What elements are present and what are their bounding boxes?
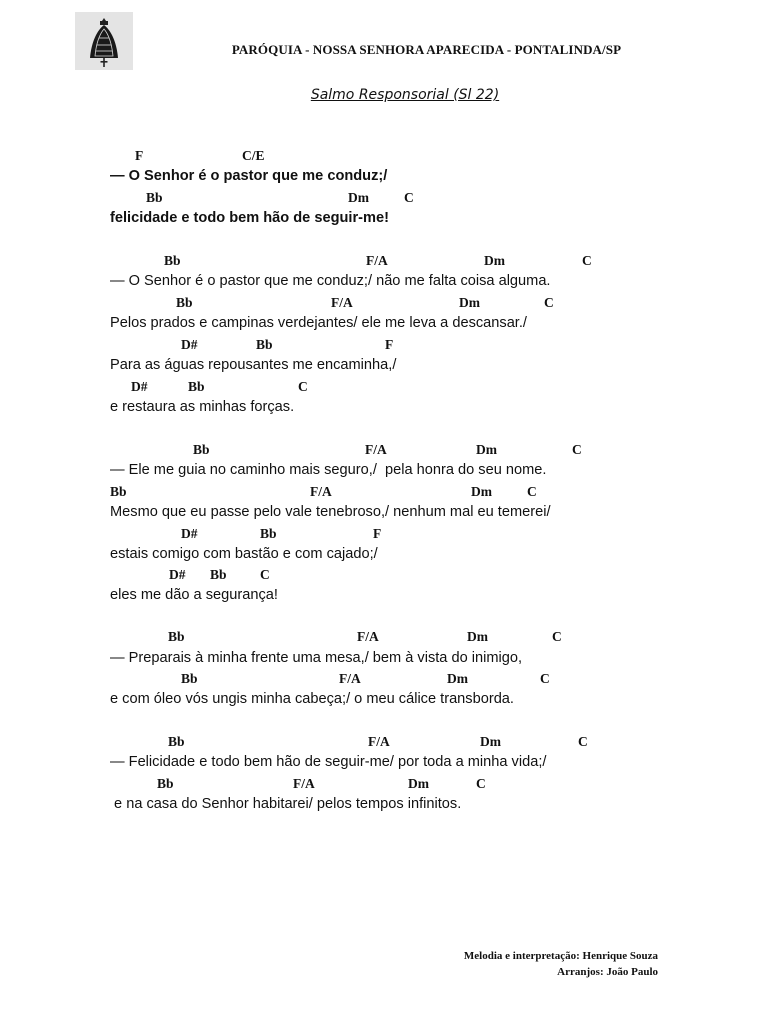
chord: C	[476, 776, 486, 791]
chord: F/A	[339, 671, 361, 686]
chord: Dm	[471, 484, 492, 499]
chord: C	[404, 190, 414, 205]
chord: F/A	[357, 629, 379, 644]
chord: C	[540, 671, 550, 686]
chord: F/A	[293, 776, 315, 791]
verse-line: Mesmo que eu passe pelo vale tenebroso,/ nenhum mal eu temerei/	[110, 504, 551, 520]
chord: Bb	[210, 567, 227, 582]
refrain-line: felicidade e todo bem hão de seguir-me!	[110, 210, 389, 226]
chord: Bb	[176, 295, 193, 310]
chord: F/A	[366, 253, 388, 268]
chord: Bb	[110, 484, 127, 499]
chord: Bb	[146, 190, 163, 205]
verse-line: e com óleo vós ungis minha cabeça;/ o meu cálice transborda.	[110, 691, 514, 707]
chord: F	[373, 526, 382, 541]
chord: F	[385, 337, 394, 352]
chord: Dm	[459, 295, 480, 310]
chord: Bb	[193, 442, 210, 457]
chord: Bb	[256, 337, 273, 352]
chord: Dm	[480, 734, 501, 749]
chord: D#	[181, 337, 198, 352]
chord: C	[298, 379, 308, 394]
chord: Dm	[408, 776, 429, 791]
chord: Dm	[348, 190, 369, 205]
chord: D#	[181, 526, 198, 541]
chord: Dm	[476, 442, 497, 457]
chord: Bb	[181, 671, 198, 686]
chord: F	[135, 148, 144, 163]
psalm-title: Salmo Responsorial (Sl 22)	[310, 87, 500, 103]
verse-line: estais comigo com bastão e com cajado;/	[110, 546, 378, 562]
chord: Bb	[260, 526, 277, 541]
chord: F/A	[368, 734, 390, 749]
verse-line: eles me dão a segurança!	[110, 587, 278, 603]
chord: C/E	[242, 148, 265, 163]
verse-line: — O Senhor é o pastor que me conduz;/ não me falta coisa alguma.	[110, 273, 551, 289]
verse-line: — Felicidade e todo bem hão de seguir-me/ por toda a minha vida;/	[110, 754, 547, 770]
chord: Bb	[157, 776, 174, 791]
chord: Bb	[168, 734, 185, 749]
chord: F/A	[331, 295, 353, 310]
verse-line: Para as águas repousantes me encaminha,/	[110, 357, 397, 373]
refrain-line: — O Senhor é o pastor que me conduz;/	[110, 168, 388, 184]
verse-line: Pelos prados e campinas verdejantes/ ele me leva a descansar./	[110, 315, 527, 331]
chord: C	[572, 442, 582, 457]
chord: Dm	[447, 671, 468, 686]
chord: C	[582, 253, 592, 268]
chord: D#	[131, 379, 148, 394]
melody-credit: Melodia e interpretação: Henrique Souza	[463, 950, 658, 962]
chord: D#	[169, 567, 186, 582]
chord: Bb	[188, 379, 205, 394]
verse-line: e restaura as minhas forças.	[110, 399, 295, 415]
chord: C	[260, 567, 270, 582]
chord: Dm	[467, 629, 488, 644]
arrangement-credit: Arranjos: João Paulo	[557, 966, 658, 978]
parish-header: PARÓQUIA - NOSSA SENHORA APARECIDA - PONTALINDA/SP	[231, 42, 622, 57]
verse-line: e na casa do Senhor habitarei/ pelos tempos infinitos.	[110, 796, 462, 812]
chord: C	[578, 734, 588, 749]
chord: C	[544, 295, 554, 310]
chord: C	[552, 629, 562, 644]
chord: Bb	[164, 253, 181, 268]
chord: F/A	[365, 442, 387, 457]
chord: Dm	[484, 253, 505, 268]
verse-line: — Preparais à minha frente uma mesa,/ bem à vista do inimigo,	[110, 650, 523, 666]
chord: C	[527, 484, 537, 499]
chord: F/A	[310, 484, 332, 499]
chord: Bb	[168, 629, 185, 644]
verse-line: — Ele me guia no caminho mais seguro,/ pela honra do seu nome.	[110, 462, 547, 478]
